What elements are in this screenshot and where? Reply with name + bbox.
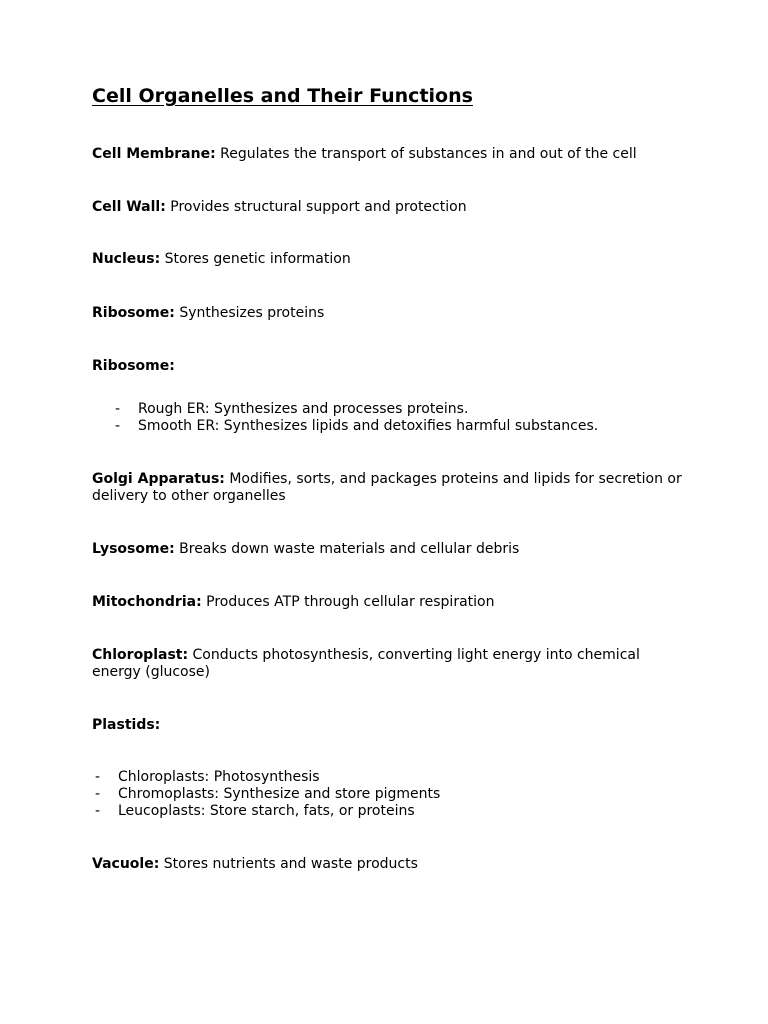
entry-term: Cell Wall: — [92, 199, 166, 215]
entry-description: Conducts photosynthesis, converting light energy into chemical energy (glucose) — [92, 647, 640, 680]
list-item — [115, 401, 598, 418]
entry-term: Vacuole: — [92, 856, 160, 872]
entry-term: Cell Membrane: — [92, 146, 216, 162]
entry-ribosome-heading — [92, 358, 682, 375]
entry-plastids-heading — [92, 717, 682, 734]
dash-bullet: - — [115, 401, 121, 417]
entry-chloroplast — [92, 647, 682, 681]
entry-description: Breaks down waste materials and cellular debris — [179, 541, 520, 557]
entry-description: Synthesizes proteins — [179, 305, 325, 321]
entry-term: Golgi Apparatus: — [92, 471, 225, 487]
list-item-text: Rough ER: Synthesizes and processes proteins. — [138, 401, 469, 417]
list-item-text: Chloroplasts: Photosynthesis — [118, 769, 320, 785]
entry-vacuole — [92, 856, 682, 873]
document-title: Cell Organelles and Their Functions — [92, 85, 473, 107]
list-item — [95, 769, 440, 786]
entry-term: Ribosome: — [92, 305, 175, 321]
dash-bullet: - — [95, 769, 101, 785]
list-item-text: Leucoplasts: Store starch, fats, or proteins — [118, 803, 415, 819]
entry-term: Lysosome: — [92, 541, 175, 557]
entry-nucleus — [92, 251, 682, 268]
entry-cell-wall — [92, 199, 682, 216]
entry-golgi-apparatus — [92, 471, 682, 505]
entry-term: Mitochondria: — [92, 594, 202, 610]
ribosome-sublist — [115, 401, 598, 435]
entry-description: Regulates the transport of substances in and out of the cell — [220, 146, 637, 162]
dash-bullet: - — [95, 803, 101, 819]
entry-cell-membrane — [92, 146, 682, 163]
plastids-sublist — [95, 769, 440, 820]
entry-ribosome — [92, 305, 682, 322]
entry-mitochondria — [92, 594, 682, 611]
entry-lysosome — [92, 541, 682, 558]
entry-description: Produces ATP through cellular respiration — [206, 594, 495, 610]
entry-term: Plastids: — [92, 717, 161, 733]
entry-description: Modifies, sorts, and packages proteins and lipids for secretion or delivery to other organelles — [92, 471, 682, 504]
entry-term: Chloroplast: — [92, 647, 189, 663]
list-item — [115, 418, 598, 435]
entry-term: Nucleus: — [92, 251, 161, 267]
entry-term: Ribosome: — [92, 358, 175, 374]
entry-description: Stores nutrients and waste products — [163, 856, 418, 872]
list-item-text: Chromoplasts: Synthesize and store pigments — [118, 786, 441, 802]
list-item — [95, 786, 440, 803]
dash-bullet: - — [95, 786, 101, 802]
list-item — [95, 803, 440, 820]
entry-description: Stores genetic information — [164, 251, 351, 267]
list-item-text: Smooth ER: Synthesizes lipids and detoxifies harmful substances. — [138, 418, 599, 434]
dash-bullet: - — [115, 418, 121, 434]
entry-description: Provides structural support and protection — [170, 199, 467, 215]
